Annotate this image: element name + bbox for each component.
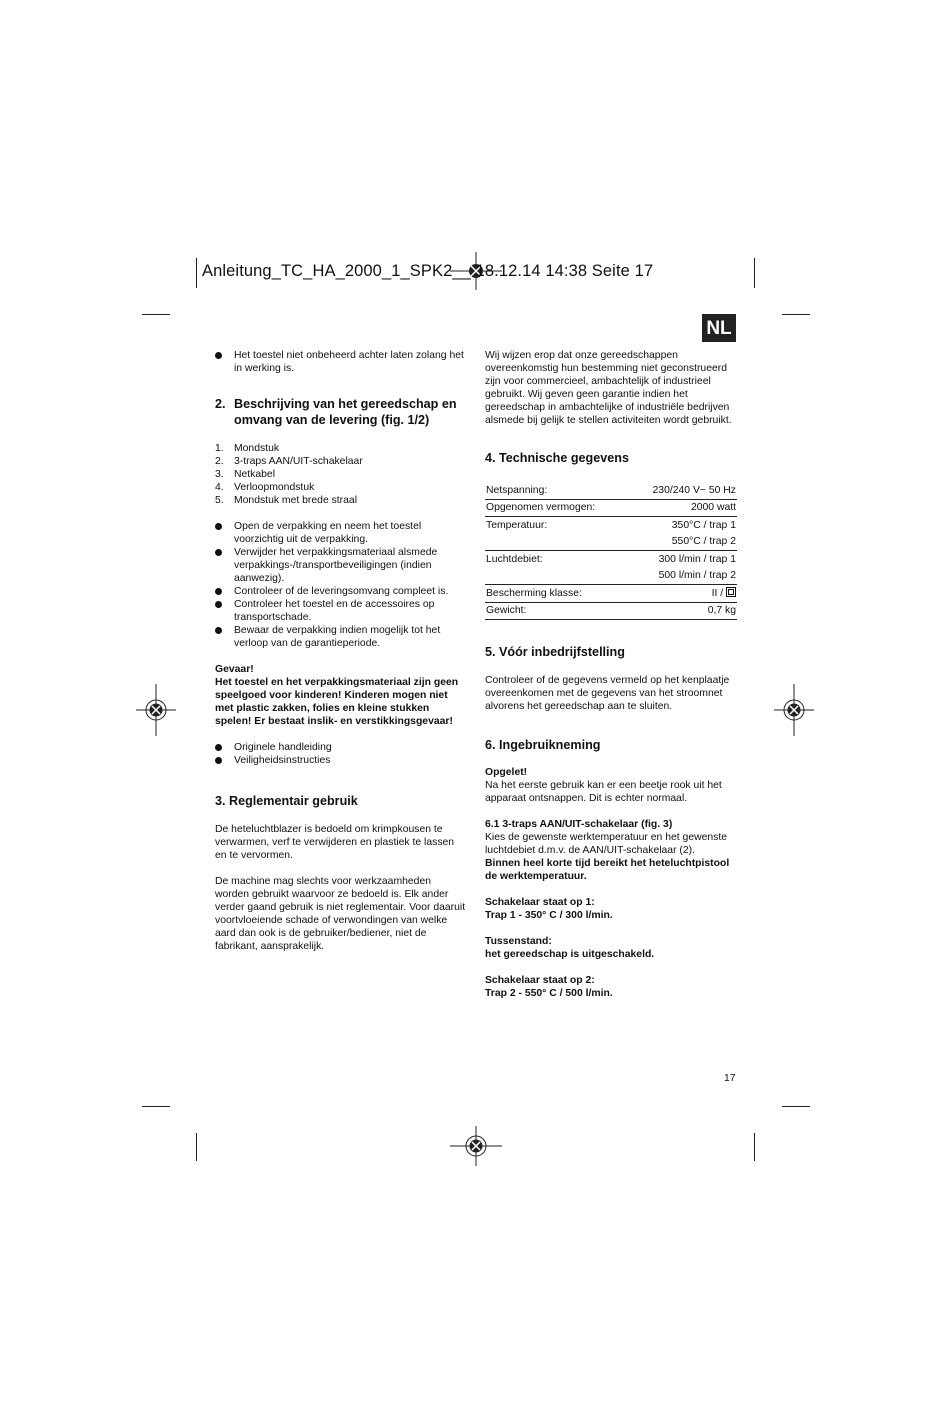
list-item: 4. Verloopmondstuk: [215, 482, 315, 493]
warning-text: Het toestel en het verpakkingsmateriaal zijn geen speelgoed voor kinderen! Kinderen mogen niet met plastic zakken, folies en kleine stukken spelen! Er bestaat inslik- en verstikkingsgevaar!: [215, 677, 459, 727]
list-item: Controleer of de leveringsomvang compleet is.: [215, 585, 467, 598]
left-column: [215, 349, 467, 953]
list-item: Het toestel niet onbeheerd achter laten zolang het in werking is.: [215, 349, 467, 375]
list-item: 1. Mondstuk: [215, 443, 280, 454]
paragraph: De machine mag slechts voor werkzaamheden worden gebruikt waarvoor ze bedoeld is. Elk ander verder gaand gebruik is niet reglementair. Voor daaruit voortvloeiende schade of verwondingen van welke aard dan ook is de gebruiker/bediener, niet de fabrikant, aansprakelijk.: [215, 876, 466, 952]
section-heading: 6. Ingebruikneming: [485, 738, 601, 752]
paragraph: Controleer of de gegevens vermeld op het kenplaatje overeenkomen met de gegevens van het stroomnet alvorens het gereedschap aan te sluiten.: [485, 675, 730, 712]
list-item: Open de verpakking en neem het toestel voorzichtig uit de verpakking.: [215, 520, 467, 546]
registration-mark-right: [774, 684, 814, 736]
bullet-list: [215, 520, 467, 650]
print-header: Anleitung_TC_HA_2000_1_SPK2__ 18.12.14 14:38 Seite 17: [202, 262, 654, 280]
numbered-list: [215, 442, 467, 507]
paragraph: Wij wijzen erop dat onze gereedschappen overeenkomstig hun bestemming niet geconstrueerd zijn voor commercieel, ambachtelijk of industrieel gebruikt. Wij geven geen garantie indien het gereedschap in ambachtelijke of industriële bedrijven alsmede bij gelijk te stellen activiteiten wordt gebruikt.: [485, 350, 732, 426]
table-row: Gewicht: 0,7 kg: [485, 602, 737, 620]
crop-mark: [782, 314, 810, 315]
switch-title: Schakelaar staat op 2:: [485, 975, 595, 986]
table-row: Luchtdebiet: 300 l/min / trap 1: [485, 551, 737, 568]
section-title: Beschrijving van het gereedschap en omvang van de levering (fig. 1/2): [234, 397, 457, 427]
section-heading: [215, 396, 467, 428]
crop-mark: [196, 258, 197, 288]
switch-text: Trap 2 - 550° C / 500 l/min.: [485, 988, 613, 999]
warning-title: Gevaar!: [215, 664, 254, 675]
crop-mark: [754, 258, 755, 288]
table-row: Opgenomen vermogen: 2000 watt: [485, 499, 737, 517]
table-row: 500 l/min / trap 2: [658, 570, 736, 582]
registration-mark-bottom: [450, 1126, 502, 1166]
crop-mark: [754, 1133, 755, 1161]
page-number: 17: [724, 1073, 736, 1084]
crop-mark: [782, 1106, 810, 1107]
list-item: Controleer het toestel en de accessoires op transportschade.: [215, 598, 467, 624]
list-item: Bewaar de verpakking indien mogelijk tot het verloop van de garantieperiode.: [215, 624, 467, 650]
crop-mark: [196, 1133, 197, 1161]
section-number: 2.: [215, 397, 226, 411]
switch-title: Tussenstand:: [485, 936, 552, 947]
section-heading: 4. Technische gegevens: [485, 451, 629, 465]
bullet-list: [215, 741, 467, 767]
switch-text: Trap 1 - 350° C / 300 l/min.: [485, 910, 613, 921]
right-column: [485, 349, 737, 1000]
registration-mark-left: [136, 684, 176, 736]
crop-mark: [142, 1106, 170, 1107]
subsection-title: 6.1 3-traps AAN/UIT-schakelaar (fig. 3): [485, 819, 673, 830]
list-item: 5. Mondstuk met brede straal: [215, 495, 358, 506]
section-heading: 3. Reglementair gebruik: [215, 794, 358, 808]
list-item: 2. 3-traps AAN/UIT-schakelaar: [215, 456, 363, 467]
paragraph: Na het eerste gebruik kan er een beetje rook uit het apparaat ontsnappen. Dit is echter normaal.: [485, 780, 722, 804]
crop-mark: [142, 314, 170, 315]
switch-title: Schakelaar staat op 1:: [485, 897, 595, 908]
list-item: 3. Netkabel: [215, 469, 276, 480]
table-row: Temperatuur: 350°C / trap 1: [485, 517, 737, 534]
paragraph: De heteluchtblazer is bedoeld om krimpkousen te verwarmen, verf te verwijderen en plastiek te lassen en te vervormen.: [215, 824, 455, 861]
table-row: 550°C / trap 2: [671, 536, 736, 548]
list-item: Veiligheidsinstructies: [215, 754, 467, 767]
paragraph: Kies de gewenste werktemperatuur en het gewenste luchtdebiet d.m.v. de AAN/UIT-schakelaar (2).: [485, 832, 728, 856]
table-row: Bescherming klasse: II /: [485, 585, 737, 603]
list-item: Originele handleiding: [215, 741, 467, 754]
language-badge: NL: [702, 314, 736, 342]
table-row: Netspanning: 230/240 V~ 50 Hz: [486, 484, 736, 496]
list-item: Verwijder het verpakkingsmateriaal alsmede verpakkings-/transportbeveiligingen (indien aanwezig).: [215, 546, 467, 585]
caution-title: Opgelet!: [485, 767, 528, 778]
protection-class-icon: [726, 587, 736, 597]
spec-table: [485, 482, 737, 620]
switch-text: het gereedschap is uitgeschakeld.: [485, 949, 655, 960]
paragraph-bold: Binnen heel korte tijd bereikt het heteluchtpistool de werktemperatuur.: [485, 858, 730, 882]
section-heading: 5. Vóór inbedrijfstelling: [485, 645, 625, 659]
